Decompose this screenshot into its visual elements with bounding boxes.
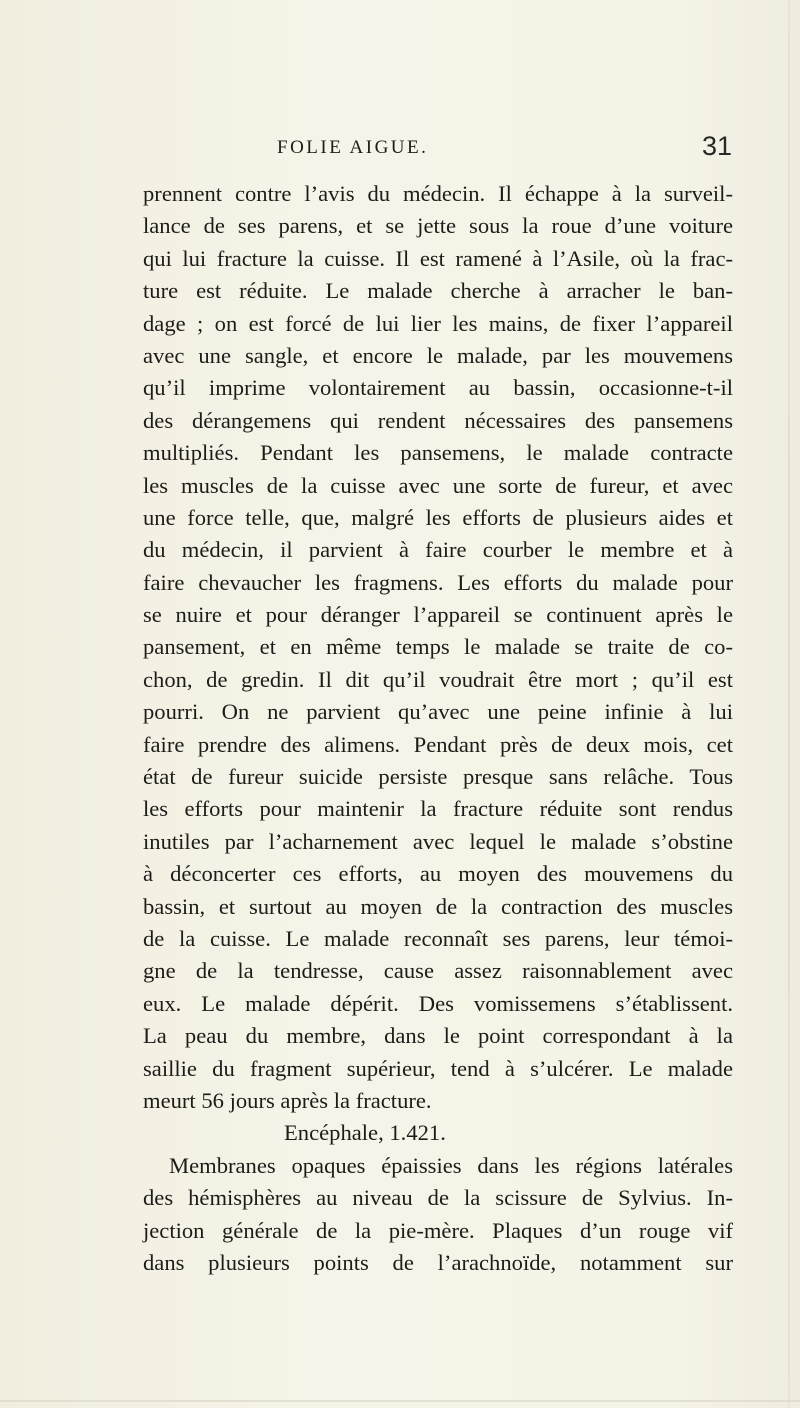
text-line: avec une sangle, et encore le malade, par les mouvemens [143,342,733,368]
text-line: qu’il imprime volontairement au bassin, occasionne-t-il [143,375,733,401]
text-line: les muscles de la cuisse avec une sorte de fureur, et avec [143,472,733,498]
text-line: jection générale de la pie-mère. Plaques d’un rouge vif [143,1217,733,1243]
page-number: 31 [701,131,732,161]
text-line: des hémisphères au niveau de la scissure de Sylvius. In- [143,1185,733,1211]
text-line: La peau du membre, dans le point correspondant à la [143,1023,733,1049]
text-line: bassin, et surtout au moyen de la contraction des muscles [143,893,733,919]
text-line: faire chevaucher les fragmens. Les efforts du malade pour [143,569,733,595]
text-line: dage ; on est forcé de lui lier les mains, de fixer l’appareil [143,310,733,336]
text-line: pourri. On ne parvient qu’avec une peine infinie à lui [143,699,733,725]
text-line: saillie du fragment supérieur, tend à s’ulcérer. Le malade [143,1055,733,1081]
page-header [142,131,732,171]
text-line: faire prendre des alimens. Pendant près de deux mois, cet [143,731,733,757]
text-line: prennent contre l’avis du médecin. Il échappe à la surveil- [143,181,733,206]
text-line: multipliés. Pendant les pansemens, le malade contracte [143,440,733,466]
text-line: dans plusieurs points de l’arachnoïde, notamment sur [143,1249,733,1275]
page-edge-right [788,0,790,1408]
text-line: à déconcerter ces efforts, au moyen des mouvemens du [143,861,733,887]
text-line: qui lui fracture la cuisse. Il est ramené à l’Asile, où la frac- [143,245,733,271]
text-line: une force telle, que, malgré les efforts de plusieurs aides et [143,504,733,530]
section-heading-encephale: Encéphale, 1.421. [284,1120,446,1146]
page-edge-bottom [0,1400,800,1402]
body-text [143,178,733,1279]
text-line: gne de la tendresse, cause assez raisonnablement avec [143,958,733,984]
text-line: de la cuisse. Le malade reconnaît ses parens, leur témoi- [143,925,733,951]
text-line: inutiles par l’acharnement avec lequel le malade s’obstine [143,828,733,854]
text-line: état de fureur suicide persiste presque sans relâche. Tous [143,764,733,790]
text-line: eux. Le malade dépérit. Des vomissemens s’établissent. [143,990,733,1016]
text-line: ture est réduite. Le malade cherche à arracher le ban- [143,278,733,304]
text-line: des dérangemens qui rendent nécessaires des pansemens [143,407,733,433]
text-line: lance de ses parens, et se jette sous la roue d’une voiture [143,213,733,239]
text-line: chon, de gredin. Il dit qu’il voudrait être mort ; qu’il est [143,666,733,692]
text-line: se nuire et pour déranger l’appareil se continuent après le [143,602,733,628]
text-line: Membranes opaques épaissies dans les régions latérales [169,1152,733,1178]
text-line: du médecin, il parvient à faire courber le membre et à [143,537,733,563]
text-line: les efforts pour maintenir la fracture réduite sont rendus [143,796,733,822]
running-title: FOLIE AIGUE. [277,137,429,158]
text-line: meurt 56 jours après la fracture. [143,1087,432,1113]
text-line: pansement, et en même temps le malade se traite de co- [143,634,733,660]
